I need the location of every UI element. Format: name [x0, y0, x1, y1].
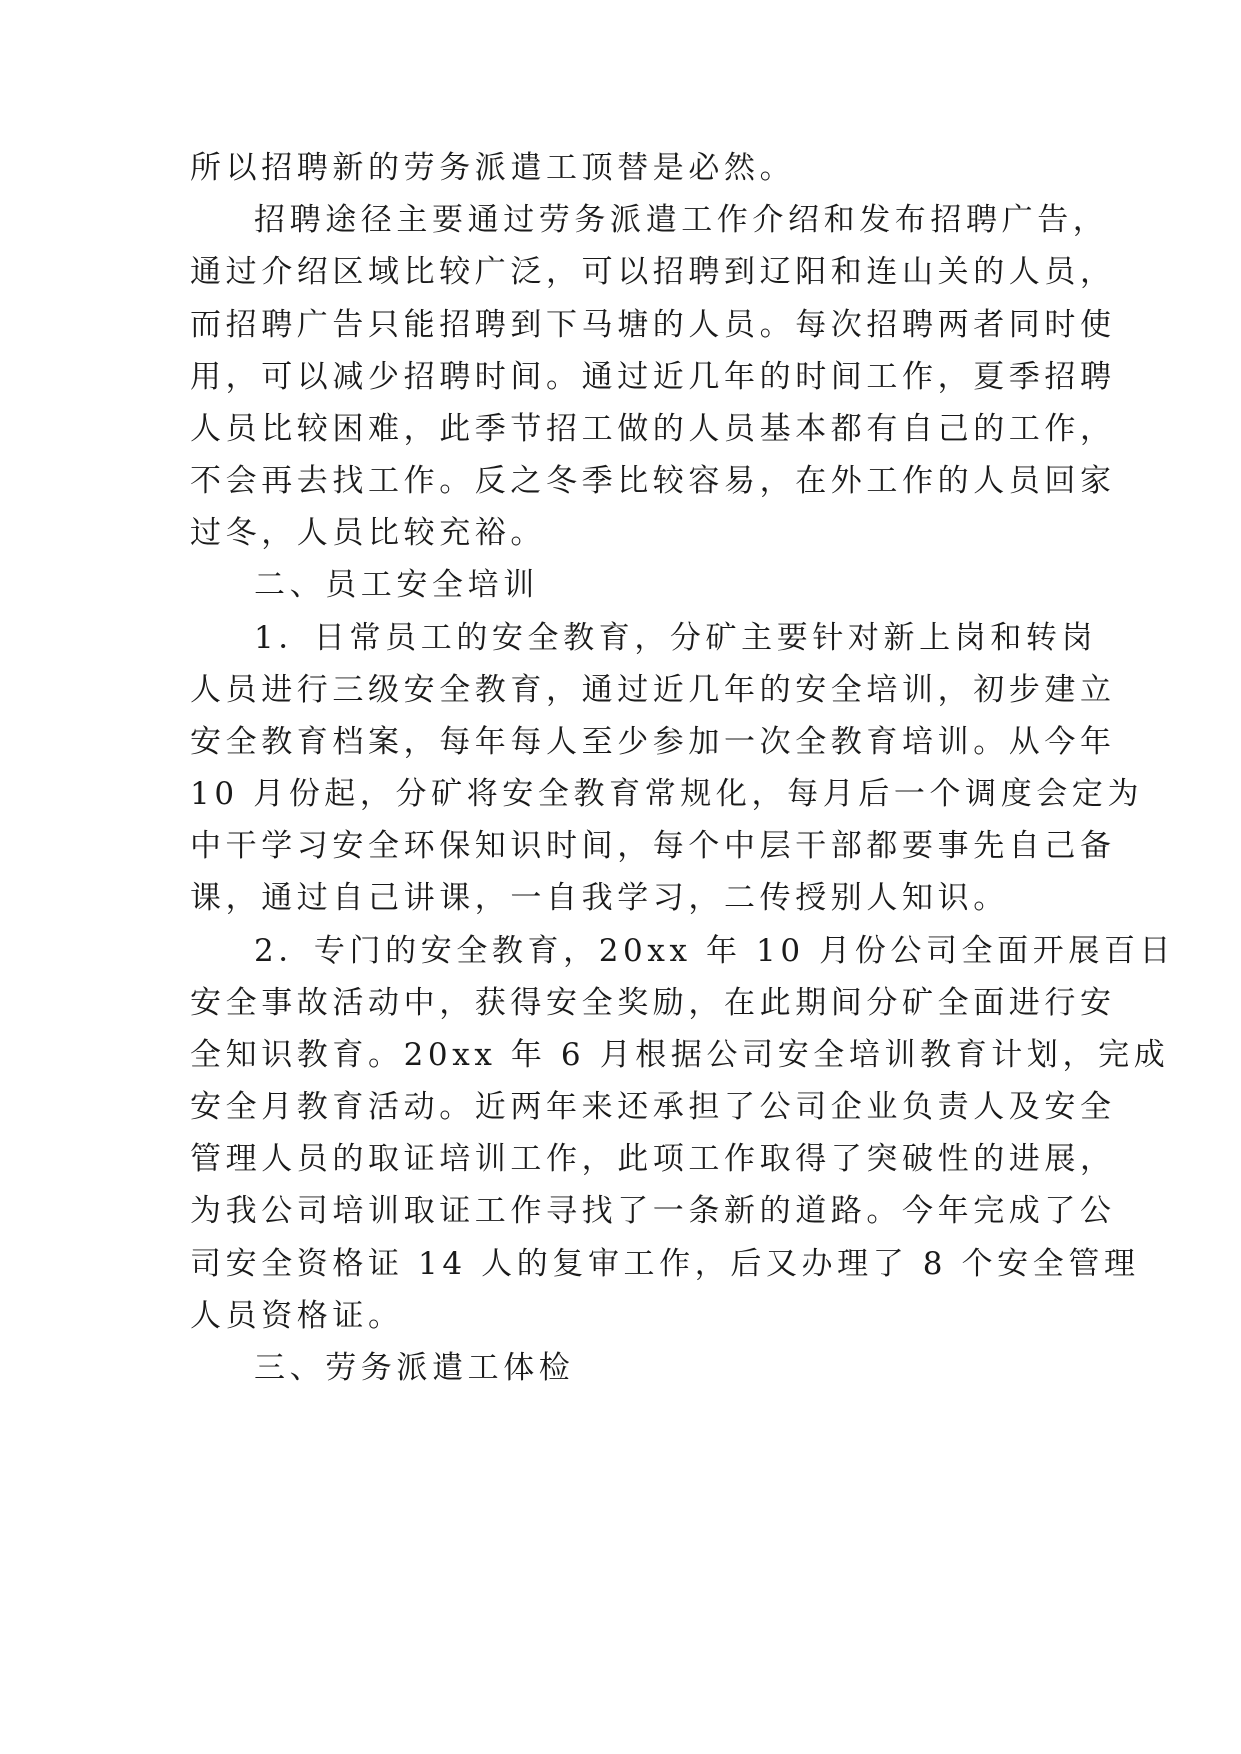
text-line: 用，可以减少招聘时间。通过近几年的时间工作，夏季招聘 — [190, 359, 1116, 395]
paragraph-start-line: 2．专门的安全教育，20xx 年 10 月份公司全面开展百日 — [254, 933, 1176, 969]
paragraph-start-line: 招聘途径主要通过劳务派遣工作介绍和发布招聘广告， — [254, 202, 1109, 238]
text-line: 安全月教育活动。近两年来还承担了公司企业负责人及安全 — [190, 1089, 1116, 1125]
text-line: 10 月份起，分矿将安全教育常规化，每月后一个调度会定为 — [190, 776, 1144, 812]
text-line: 全知识教育。20xx 年 6 月根据公司安全培训教育计划，完成 — [190, 1037, 1170, 1073]
text-line: 人员比较困难，此季节招工做的人员基本都有自己的工作， — [190, 411, 1116, 447]
text-line: 而招聘广告只能招聘到下马塘的人员。每次招聘两者同时使 — [190, 307, 1116, 343]
text-line: 中干学习安全环保知识时间，每个中层干部都要事先自己备 — [190, 828, 1116, 864]
text-line: 人员进行三级安全教育，通过近几年的安全培训，初步建立 — [190, 672, 1116, 708]
text-line: 所以招聘新的劳务派遣工顶替是必然。 — [190, 150, 796, 186]
text-line: 人员资格证。 — [190, 1298, 404, 1334]
text-line: 不会再去找工作。反之冬季比较容易，在外工作的人员回家 — [190, 463, 1116, 499]
paragraph-start-line: 1．日常员工的安全教育，分矿主要针对新上岗和转岗 — [254, 620, 1098, 656]
text-line: 司安全资格证 14 人的复审工作，后又办理了 8 个安全管理 — [190, 1246, 1140, 1282]
text-line: 安全事故活动中，获得安全奖励，在此期间分矿全面进行安 — [190, 985, 1116, 1021]
section-heading: 三、劳务派遣工体检 — [254, 1350, 575, 1386]
text-line: 安全教育档案，每年每人至少参加一次全教育培训。从今年 — [190, 724, 1116, 760]
text-line: 通过介绍区域比较广泛，可以招聘到辽阳和连山关的人员， — [190, 254, 1116, 290]
section-heading: 二、员工安全培训 — [254, 567, 539, 603]
text-line: 管理人员的取证培训工作，此项工作取得了突破性的进展， — [190, 1141, 1116, 1177]
text-line: 为我公司培训取证工作寻找了一条新的道路。今年完成了公 — [190, 1193, 1116, 1229]
text-line: 课，通过自己讲课，一自我学习，二传授别人知识。 — [190, 880, 1009, 916]
text-line: 过冬，人员比较充裕。 — [190, 515, 546, 551]
